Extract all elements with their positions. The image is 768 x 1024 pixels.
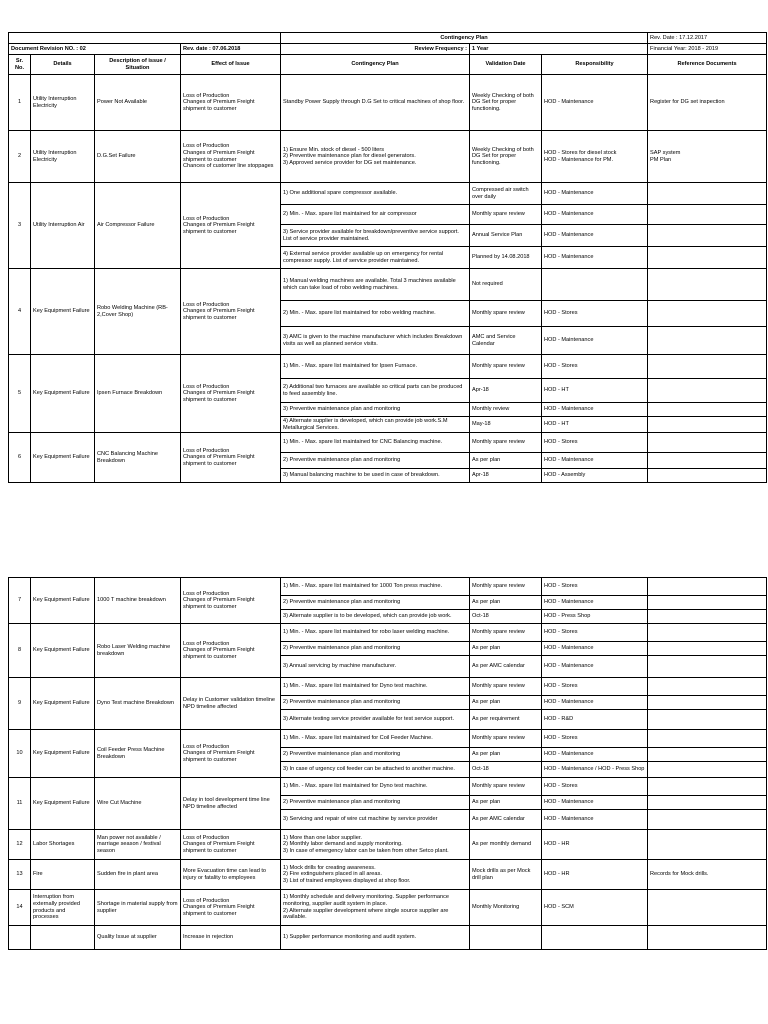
responsibility-cell: HOD - Stores — [542, 301, 648, 327]
reference-documents-cell — [648, 379, 767, 403]
reference-documents-cell — [648, 417, 767, 433]
rev-date: Rev. date : 07.06.2018 — [181, 44, 281, 55]
contingency-plan-cell: 2) Min. - Max. spare list maintained for air compressor — [281, 205, 470, 225]
description-cell: CNC Balancing Machine Breakdown — [95, 433, 181, 483]
table-row — [9, 75, 767, 131]
reference-documents-cell — [648, 778, 767, 796]
sr-no-cell: 11 — [9, 778, 31, 830]
validation-date-cell: Monthly spare review — [470, 578, 542, 596]
financial-year: Financial Year: 2018 - 2019 — [648, 44, 767, 55]
details-cell: Utility Interruption Electricity — [31, 131, 95, 183]
contingency-plan-cell: 2) Additional two furnaces are available so critical parts can be produced to feed assembly line. — [281, 379, 470, 403]
reference-documents-cell — [648, 748, 767, 762]
reference-documents-cell — [648, 596, 767, 610]
sr-no-cell: 4 — [9, 269, 31, 355]
reference-documents-cell — [648, 453, 767, 469]
sr-no-cell: 7 — [9, 578, 31, 624]
responsibility-cell: HOD - Stores — [542, 578, 648, 596]
description-cell: Robo Welding Machine (RB-2,Cover Shop) — [95, 269, 181, 355]
details-cell: Key Equipment Failure — [31, 624, 95, 678]
contingency-plan-cell: 2) Preventive maintenance plan and monitoring — [281, 748, 470, 762]
responsibility-cell — [542, 269, 648, 301]
sr-no-cell: 6 — [9, 433, 31, 483]
responsibility-cell: HOD - Stores for diesel stock HOD - Maintenance for PM. — [542, 131, 648, 183]
effect-cell: Delay in tool development time line NPD timeline affected — [181, 778, 281, 830]
sr-no-cell — [9, 926, 31, 950]
contingency-plan-cell: 1) Ensure Min. stock of diesel - 500 liters 2) Preventive maintenance plan for diesel generators. 3) Approved service provider for DG set maintenance. — [281, 131, 470, 183]
effect-cell: Loss of Production Changes of Premium Freight shipment to customer — [181, 75, 281, 131]
contingency-plan-cell: 1) Min. - Max. spare list maintained for Dyno test machine. — [281, 778, 470, 796]
description-cell: Man power not available / marriage season / festival season — [95, 830, 181, 860]
details-cell: Utility Interruption Electricity — [31, 75, 95, 131]
contingency-plan-cell: 1) More than one labor supplier. 2) Monthly labor demand and supply monitoring. 3) In case of emergency labor can be taken from other Setco plant. — [281, 830, 470, 860]
effect-cell: Loss of Production Changes of Premium Freight shipment to customer — [181, 830, 281, 860]
reference-documents-cell — [648, 183, 767, 205]
effect-cell: Loss of Production Changes of Premium Freight shipment to customer — [181, 183, 281, 269]
contingency-table-1 — [8, 32, 767, 483]
contingency-plan-cell: 3) Preventive maintenance plan and monitoring — [281, 403, 470, 417]
validation-date-cell: Monthly spare review — [470, 678, 542, 696]
responsibility-cell: HOD - Maintenance — [542, 247, 648, 269]
reference-documents-cell — [648, 247, 767, 269]
table-row — [9, 830, 767, 860]
responsibility-cell: HOD - Stores — [542, 730, 648, 748]
description-cell: D.G.Set Failure — [95, 131, 181, 183]
contingency-plan-cell: 2) Preventive maintenance plan and monitoring — [281, 796, 470, 810]
effect-cell: Loss of Production Changes of Premium Freight shipment to customer — [181, 624, 281, 678]
validation-date-cell: Not required — [470, 269, 542, 301]
validation-date-cell: Oct-18 — [470, 610, 542, 624]
responsibility-cell: HOD - Maintenance — [542, 810, 648, 830]
reference-documents-cell — [648, 403, 767, 417]
col-effect: Effect of Issue — [181, 55, 281, 75]
effect-cell: Loss of Production Changes of Premium Freight shipment to customer — [181, 355, 281, 433]
responsibility-cell: HOD - Assembly — [542, 469, 648, 483]
validation-date-cell: As per plan — [470, 453, 542, 469]
effect-cell: More Evacuation time can lead to injury or fatality to employees — [181, 860, 281, 890]
table-row — [9, 131, 767, 183]
reference-documents-cell — [648, 890, 767, 926]
reference-documents-cell — [648, 225, 767, 247]
effect-cell: Loss of Production Changes of Premium Freight shipment to customer Chances of customer line stoppages — [181, 131, 281, 183]
contingency-plan-cell: 3) AMC is given to the machine manufacturer which includes Breakdown visits as well as planned service visits. — [281, 327, 470, 355]
responsibility-cell: HOD - Stores — [542, 355, 648, 379]
contingency-plan-cell: 3) In case of urgency coil feeder can be attached to another machine. — [281, 762, 470, 778]
validation-date-cell: Monthly spare review — [470, 624, 542, 642]
contingency-plan-cell: 2) Preventive maintenance plan and monitoring — [281, 696, 470, 710]
contingency-plan-cell: 1) Monthly schedule and delivery monitoring. Supplier performance monitoring, supplier audit system in place. 2) Alternate supplier development where single source supplier are available. — [281, 890, 470, 926]
responsibility-cell: HOD - Maintenance — [542, 796, 648, 810]
contingency-plan-cell: 2) Preventive maintenance plan and monitoring — [281, 596, 470, 610]
responsibility-cell: HOD - Maintenance — [542, 205, 648, 225]
reference-documents-cell: SAP system PM Plan — [648, 131, 767, 183]
sr-no-cell: 13 — [9, 860, 31, 890]
contingency-plan-cell: 1) Min. - Max. spare list maintained for CNC Balancing machine. — [281, 433, 470, 453]
reference-documents-cell — [648, 710, 767, 730]
details-cell: Key Equipment Failure — [31, 578, 95, 624]
validation-date-cell: Weekly Checking of both DG Set for proper functioning. — [470, 75, 542, 131]
contingency-plan-cell: 1) One additional spare compressor available. — [281, 183, 470, 205]
table-row — [9, 183, 767, 205]
description-cell: Ipsen Furnace Breakdown — [95, 355, 181, 433]
responsibility-cell: HOD - HT — [542, 417, 648, 433]
review-frequency-value: 1 Year — [470, 44, 648, 55]
responsibility-cell — [542, 926, 648, 950]
contingency-plan-cell: 1) Min. - Max. spare list maintained for Coil Feeder Machine. — [281, 730, 470, 748]
responsibility-cell: HOD - Maintenance — [542, 183, 648, 205]
reference-documents-cell — [648, 678, 767, 696]
reference-documents-cell — [648, 578, 767, 596]
contingency-plan-cell: 1) Manual welding machines are available. Total 3 machines available which can take load of robo welding machines. — [281, 269, 470, 301]
validation-date-cell: Mock drills as per Mock drill plan — [470, 860, 542, 890]
contingency-plan-cell: 3) Manual balancing machine to be used in case of breakdown. — [281, 469, 470, 483]
reference-documents-cell — [648, 469, 767, 483]
responsibility-cell: HOD - Press Shop — [542, 610, 648, 624]
details-cell: Key Equipment Failure — [31, 778, 95, 830]
validation-date-cell: Monthly Monitoring — [470, 890, 542, 926]
description-cell: 1000 T machine breakdown — [95, 578, 181, 624]
sr-no-cell: 5 — [9, 355, 31, 433]
description-cell: Air Compressor Failure — [95, 183, 181, 269]
col-description: Description of issue / Situation — [95, 55, 181, 75]
reference-documents-cell — [648, 696, 767, 710]
sr-no-cell: 10 — [9, 730, 31, 778]
effect-cell: Increase in rejection — [181, 926, 281, 950]
contingency-plan-cell: 1) Min. - Max. spare list maintained for robo laser welding machine. — [281, 624, 470, 642]
table-row — [9, 730, 767, 748]
responsibility-cell: HOD - R&D — [542, 710, 648, 730]
validation-date-cell: Weekly Checking of both DG Set for proper functioning. — [470, 131, 542, 183]
reference-documents-cell — [648, 355, 767, 379]
column-headers — [9, 55, 767, 75]
details-cell: Key Equipment Failure — [31, 730, 95, 778]
contingency-plan-cell: 4) Alternate supplier is developed, which can provide job work.S.M Metallurgical Services. — [281, 417, 470, 433]
table-row — [9, 778, 767, 796]
col-reference-documents: Reference Documents — [648, 55, 767, 75]
reference-documents-cell — [648, 610, 767, 624]
details-cell: Key Equipment Failure — [31, 678, 95, 730]
validation-date-cell: Monthly spare review — [470, 730, 542, 748]
validation-date-cell: Apr-18 — [470, 469, 542, 483]
responsibility-cell: HOD - Maintenance — [542, 656, 648, 678]
reference-documents-cell — [648, 205, 767, 225]
validation-date-cell: Oct-18 — [470, 762, 542, 778]
sr-no-cell: 8 — [9, 624, 31, 678]
reference-documents-cell — [648, 433, 767, 453]
contingency-plan-cell: 3) Annual servicing by machine manufacturer. — [281, 656, 470, 678]
reference-documents-cell — [648, 327, 767, 355]
reference-documents-cell — [648, 762, 767, 778]
reference-documents-cell: Records for Mock drills. — [648, 860, 767, 890]
reference-documents-cell — [648, 796, 767, 810]
responsibility-cell: HOD - Maintenance — [542, 642, 648, 656]
description-cell: Shortage in material supply from supplier — [95, 890, 181, 926]
validation-date-cell: Annual Service Plan — [470, 225, 542, 247]
validation-date-cell: As per monthly demand — [470, 830, 542, 860]
table-row — [9, 578, 767, 596]
reference-documents-cell — [648, 730, 767, 748]
details-cell: Utility Interruption Air — [31, 183, 95, 269]
reference-documents-cell — [648, 269, 767, 301]
responsibility-cell: HOD - Stores — [542, 778, 648, 796]
table-row — [9, 433, 767, 453]
sr-no-cell: 3 — [9, 183, 31, 269]
validation-date-cell: As per plan — [470, 696, 542, 710]
responsibility-cell: HOD - Maintenance — [542, 596, 648, 610]
validation-date-cell: As per plan — [470, 642, 542, 656]
details-cell: Key Equipment Failure — [31, 355, 95, 433]
responsibility-cell: HOD - Maintenance — [542, 225, 648, 247]
reference-documents-cell — [648, 926, 767, 950]
validation-date-cell: As per AMC calendar — [470, 656, 542, 678]
validation-date-cell: Monthly spare review — [470, 355, 542, 379]
sr-no-cell: 1 — [9, 75, 31, 131]
effect-cell: Loss of Production Changes of Premium Freight shipment to customer — [181, 269, 281, 355]
responsibility-cell: HOD - Maintenance — [542, 696, 648, 710]
contingency-plan-cell: 3) Service provider available for breakdown/preventive service support. List of service provider maintained. — [281, 225, 470, 247]
validation-date-cell: Planned by 14.08.2018 — [470, 247, 542, 269]
page-title: Contingency Plan — [281, 33, 648, 44]
validation-date-cell: As per plan — [470, 748, 542, 762]
responsibility-cell: HOD - Stores — [542, 433, 648, 453]
description-cell: Quality Issue at supplier — [95, 926, 181, 950]
validation-date-cell: Compressed air switch over daily — [470, 183, 542, 205]
reference-documents-cell — [648, 656, 767, 678]
description-cell: Wire Cut Machine — [95, 778, 181, 830]
contingency-plan-cell: 1) Mock drills for creating awareness. 2) Fire extinguishers placed in all areas. 3) List of trained employees displayed at shop floor. — [281, 860, 470, 890]
responsibility-cell: HOD - Maintenance — [542, 75, 648, 131]
details-cell: Interruption from externally provided products and processes — [31, 890, 95, 926]
contingency-plan-cell: 1) Min. - Max. spare list maintained for Dyno test machine. — [281, 678, 470, 696]
description-cell: Robo Laser Welding machine breakdown — [95, 624, 181, 678]
table-row — [9, 926, 767, 950]
table-row — [9, 890, 767, 926]
validation-date-cell: As per AMC calendar — [470, 810, 542, 830]
col-validation-date: Validation Date — [470, 55, 542, 75]
details-cell: Key Equipment Failure — [31, 433, 95, 483]
validation-date-cell: As per plan — [470, 596, 542, 610]
col-sr-no: Sr. No. — [9, 55, 31, 75]
reference-documents-cell — [648, 810, 767, 830]
contingency-plan-cell: 3) Alternate supplier is to be developed, which can provide job work. — [281, 610, 470, 624]
details-cell: Labor Shortages — [31, 830, 95, 860]
responsibility-cell: HOD - HT — [542, 379, 648, 403]
contingency-plan-cell: 2) Preventive maintenance plan and monitoring — [281, 642, 470, 656]
responsibility-cell: HOD - Maintenance — [542, 403, 648, 417]
validation-date-cell: May-18 — [470, 417, 542, 433]
details-cell: Key Equipment Failure — [31, 269, 95, 355]
table-row — [9, 624, 767, 642]
sr-no-cell: 12 — [9, 830, 31, 860]
responsibility-cell: HOD - Maintenance — [542, 327, 648, 355]
table-row — [9, 678, 767, 696]
effect-cell: Loss of Production Changes of Premium Freight shipment to customer — [181, 890, 281, 926]
reference-documents-cell — [648, 642, 767, 656]
description-cell: Dyno Test machine Breakdown — [95, 678, 181, 730]
contingency-plan-cell: 3) Alternate testing service provider available for test service support. — [281, 710, 470, 730]
effect-cell: Loss of Production Changes of Premium Freight shipment to customer — [181, 730, 281, 778]
table-row — [9, 355, 767, 379]
contingency-plan-cell: 1) Min. - Max. spare list maintained for Ipsen Furnace. — [281, 355, 470, 379]
responsibility-cell: HOD - HR — [542, 860, 648, 890]
validation-date-cell: Monthly spare review — [470, 778, 542, 796]
sr-no-cell: 14 — [9, 890, 31, 926]
validation-date-cell: Apr-18 — [470, 379, 542, 403]
contingency-plan-cell: 1) Supplier performance monitoring and audit system. — [281, 926, 470, 950]
details-cell — [31, 926, 95, 950]
validation-date-cell: Monthly spare review — [470, 205, 542, 225]
validation-date-cell: Monthly spare review — [470, 433, 542, 453]
effect-cell: Loss of Production Changes of Premium Freight shipment to customer — [181, 578, 281, 624]
review-frequency-label: Review Frequency : — [281, 44, 470, 55]
col-contingency-plan: Contingency Plan — [281, 55, 470, 75]
validation-date-cell — [470, 926, 542, 950]
responsibility-cell: HOD - Stores — [542, 678, 648, 696]
contingency-plan-cell: 4) External service provider available up on emergency for rental compressor supply. List of service provider maintained. — [281, 247, 470, 269]
responsibility-cell: HOD - HR — [542, 830, 648, 860]
responsibility-cell: HOD - Stores — [542, 624, 648, 642]
description-cell: Sudden fire in plant area — [95, 860, 181, 890]
validation-date-cell: AMC and Service Calendar — [470, 327, 542, 355]
contingency-plan-cell: 1) Min. - Max. spare list maintained for 1000 Ton press machine. — [281, 578, 470, 596]
contingency-plan-cell: 3) Servicing and repair of wire cut machine by service provider — [281, 810, 470, 830]
document-revision: Document Revision NO. : 02 — [9, 44, 181, 55]
description-cell: Power Not Available — [95, 75, 181, 131]
reference-documents-cell — [648, 830, 767, 860]
reference-documents-cell: Register for DG set inspection — [648, 75, 767, 131]
validation-date-cell: As per plan — [470, 796, 542, 810]
reference-documents-cell — [648, 624, 767, 642]
col-details: Details — [31, 55, 95, 75]
validation-date-cell: Monthly review — [470, 403, 542, 417]
col-responsibility: Responsibility — [542, 55, 648, 75]
responsibility-cell: HOD - Maintenance / HOD - Press Shop — [542, 762, 648, 778]
validation-date-cell: Monthly spare review — [470, 301, 542, 327]
details-cell: Fire — [31, 860, 95, 890]
sr-no-cell: 2 — [9, 131, 31, 183]
responsibility-cell: HOD - SCM — [542, 890, 648, 926]
reference-documents-cell — [648, 301, 767, 327]
contingency-plan-cell: 2) Min. - Max. spare list maintained for robo welding machine. — [281, 301, 470, 327]
responsibility-cell: HOD - Maintenance — [542, 748, 648, 762]
contingency-plan-cell: 2) Preventive maintenance plan and monitoring — [281, 453, 470, 469]
responsibility-cell: HOD - Maintenance — [542, 453, 648, 469]
contingency-plan-cell: Standby Power Supply through D.G Set to critical machines of shop floor. — [281, 75, 470, 131]
effect-cell: Loss of Production Changes of Premium Freight shipment to customer — [181, 433, 281, 483]
table-row — [9, 860, 767, 890]
description-cell: Coil Feeder Press Machine Breakdown — [95, 730, 181, 778]
table-row — [9, 269, 767, 301]
header-blank — [9, 33, 281, 44]
rev-date-label: Rev. Date : 17.12.2017 — [648, 33, 767, 44]
contingency-table-2 — [8, 577, 767, 950]
validation-date-cell: As per requirement — [470, 710, 542, 730]
effect-cell: Delay in Customer validation timeline NPD timeline affected — [181, 678, 281, 730]
sr-no-cell: 9 — [9, 678, 31, 730]
